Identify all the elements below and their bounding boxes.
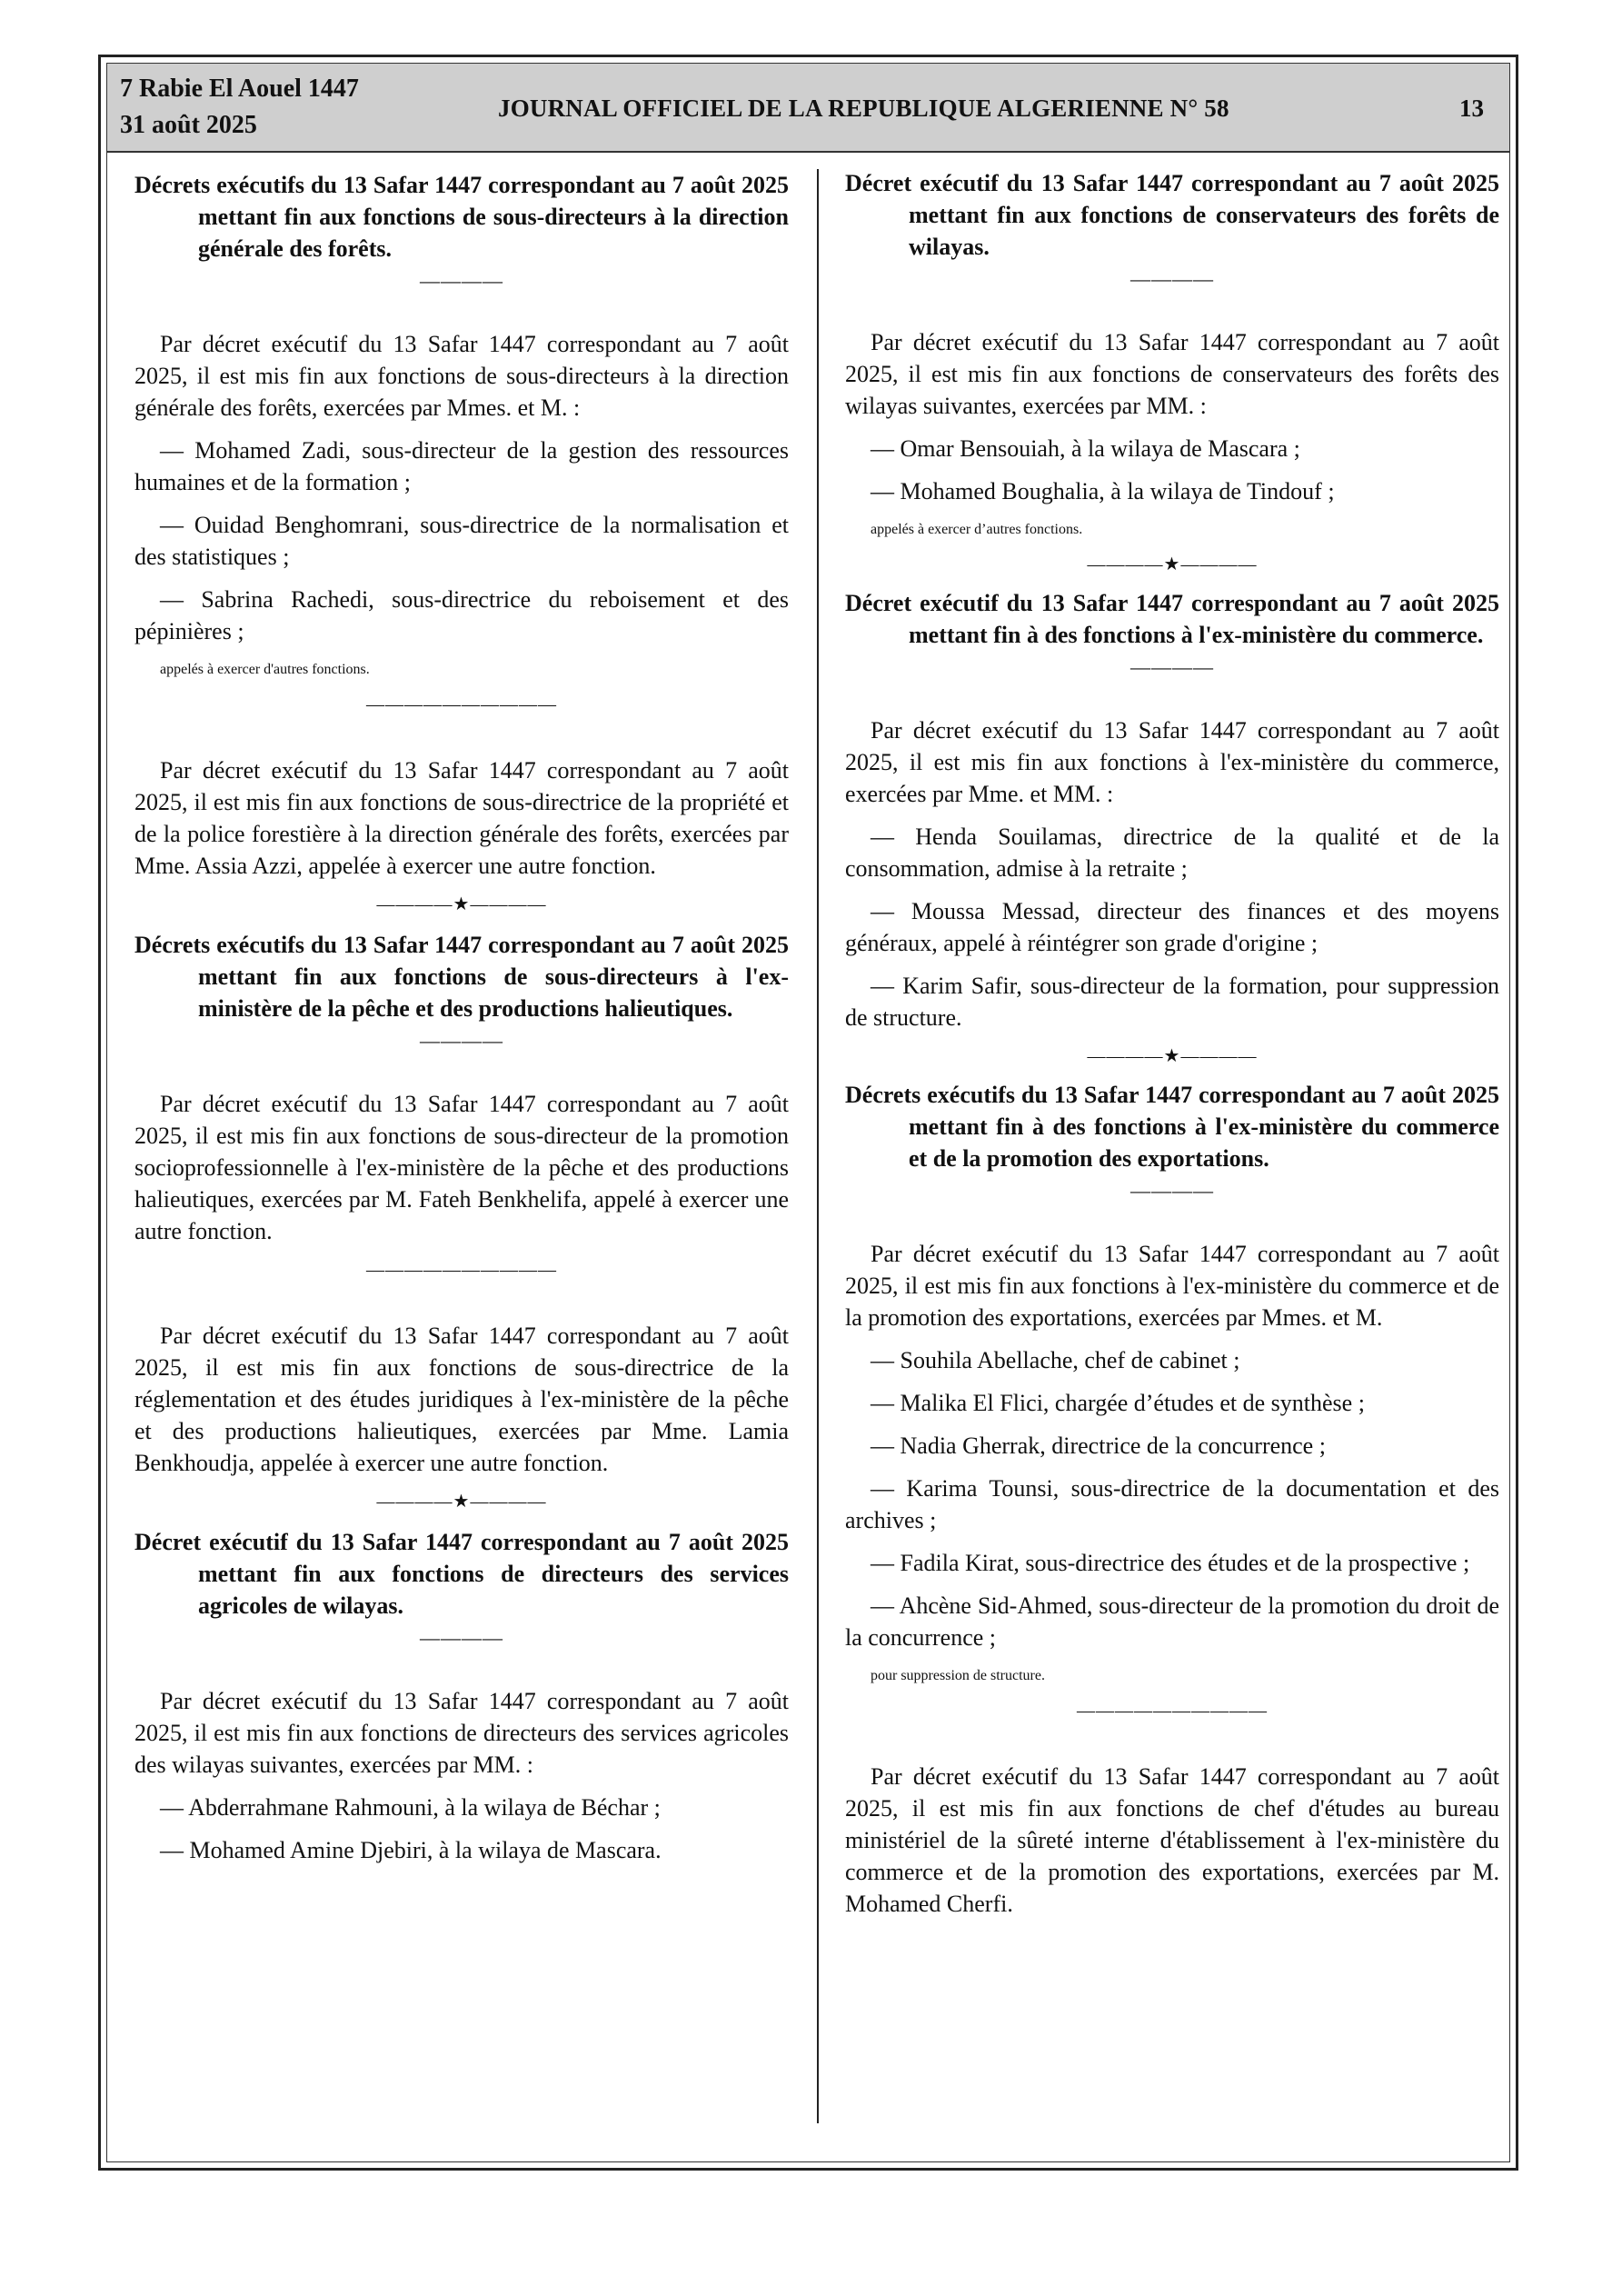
separator: —————————— <box>1077 1701 1268 1721</box>
decree-paragraph: Par décret exécutif du 13 Safar 1447 correspondant au 7 août 2025, il est mis fin aux fonctions de sous-directrice de la propriété et de la police forestière à la direction générale des forêts, exercées par Mme. Assia Azzi, appelée à exercer une autre fonction. <box>134 757 789 879</box>
column-divider <box>817 169 819 2123</box>
list-item: — Ahcène Sid-Ahmed, sous-directeur de la promotion du droit de la concurrence ; <box>845 1592 1499 1651</box>
decree-closing: appelés à exercer d'autres fonctions. <box>160 662 370 677</box>
list-item: — Sabrina Rachedi, sous-directrice du reboisement et des pépinières ; <box>134 586 789 644</box>
decree-section <box>845 1079 1499 1920</box>
decree-paragraph: Par décret exécutif du 13 Safar 1447 correspondant au 7 août 2025, il est mis fin aux fonctions de sous-directeurs à la direction générale des forêts, exercées par Mmes. et M. : <box>134 331 789 421</box>
header-date-hijri: 7 Rabie El Aouel 1447 <box>120 75 359 103</box>
page-header <box>107 64 1509 153</box>
list-item: — Malika El Flici, chargée d’études et de synthèse ; <box>871 1390 1365 1416</box>
decree-paragraph: Par décret exécutif du 13 Safar 1447 correspondant au 7 août 2025, il est mis fin aux fonctions de chef d'études au bureau ministériel de la sûreté interne d'établissement à l'ex-ministère du commerce et de la promotion des exportations, exercées par M. Mohamed Cherfi. <box>845 1763 1499 1917</box>
decree-section <box>845 167 1499 576</box>
decree-title: Décrets exécutifs du 13 Safar 1447 correspondant au 7 août 2025 mettant fin à des fonctions à l'ex-ministère du commerce et de la promotion des exportations. <box>845 1082 1499 1172</box>
decree-closing: appelés à exercer d’autres fonctions. <box>871 522 1083 537</box>
list-item: — Karima Tounsi, sous-directrice de la documentation et des archives ; <box>845 1475 1499 1533</box>
separator: ———— <box>420 1029 503 1052</box>
decree-paragraph: Par décret exécutif du 13 Safar 1447 correspondant au 7 août 2025, il est mis fin aux fonctions à l'ex-ministère du commerce et de la promotion des exportations, exercées par Mmes. et M. <box>845 1241 1499 1331</box>
decree-paragraph: Par décret exécutif du 13 Safar 1447 correspondant au 7 août 2025, il est mis fin aux fonctions à l'ex-ministère du commerce, exercées par Mme. et MM. : <box>845 717 1499 807</box>
page-frame-inner <box>106 63 1510 2162</box>
list-item: — Henda Souilamas, directrice de la qualité et de la consommation, admise à la retraite ; <box>845 824 1499 882</box>
header-date-gregorian: 31 août 2025 <box>120 111 257 139</box>
separator: ———— <box>1130 267 1214 290</box>
separator: ———— <box>420 1626 503 1649</box>
separator: —————————— <box>366 1260 557 1280</box>
decree-closing: pour suppression de structure. <box>871 1668 1045 1683</box>
list-item: — Abderrahmane Rahmouni, à la wilaya de Béchar ; <box>160 1794 661 1821</box>
decree-section <box>845 587 1499 1068</box>
list-item: — Fadila Kirat, sous-directrice des études et de la prospective ; <box>871 1550 1470 1576</box>
separator-star: ————★———— <box>376 894 547 914</box>
list-item: — Karim Safir, sous-directeur de la formation, pour suppression de structure. <box>845 973 1499 1031</box>
page-number: 13 <box>1459 95 1484 122</box>
list-item: — Nadia Gherrak, directrice de la concurrence ; <box>871 1433 1326 1459</box>
decree-title: Décrets exécutifs du 13 Safar 1447 correspondant au 7 août 2025 mettant fin aux fonctions de sous-directeurs à l'ex-ministère de la pêche et des productions halieutiques. <box>134 932 789 1022</box>
separator-star: ————★———— <box>376 1492 547 1512</box>
decree-section <box>134 169 789 916</box>
separator: ———— <box>1130 655 1214 678</box>
decree-paragraph: Par décret exécutif du 13 Safar 1447 correspondant au 7 août 2025, il est mis fin aux fonctions de sous-directrice de la réglementation et des études juridiques à l'ex-ministère de la pêche et des productions halieutiques, exercées par Mme. Lamia Benkhoudja, appelée à exercer une autre fonction. <box>134 1323 789 1476</box>
page-frame <box>98 55 1518 2171</box>
decree-section <box>134 929 789 1513</box>
list-item: — Mohamed Boughalia, à la wilaya de Tindouf ; <box>871 478 1335 504</box>
decree-paragraph: Par décret exécutif du 13 Safar 1447 correspondant au 7 août 2025, il est mis fin aux fonctions de sous-directeur de la promotion socioprofessionnelle à l'ex-ministère de la pêche et des productions halieutiques, exercées par M. Fateh Benkhelifa, appelé à exercer une autre fonction. <box>134 1091 789 1244</box>
right-column <box>845 169 1499 1931</box>
left-column <box>134 169 789 1877</box>
list-item: — Omar Bensouiah, à la wilaya de Mascara ; <box>871 435 1300 462</box>
decree-title: Décret exécutif du 13 Safar 1447 correspondant au 7 août 2025 mettant fin aux fonctions de directeurs des services agricoles de wilayas. <box>134 1529 789 1619</box>
decree-title: Décret exécutif du 13 Safar 1447 correspondant au 7 août 2025 mettant fin à des fonctions à l'ex-ministère du commerce. <box>845 590 1499 648</box>
separator-star: ————★———— <box>1087 554 1258 574</box>
separator: —————————— <box>366 694 557 714</box>
separator: ———— <box>420 269 503 292</box>
decree-section <box>134 1526 789 1866</box>
list-item: — Souhila Abellache, chef de cabinet ; <box>871 1347 1240 1373</box>
separator: ———— <box>1130 1179 1214 1202</box>
decree-paragraph: Par décret exécutif du 13 Safar 1447 correspondant au 7 août 2025, il est mis fin aux fonctions de conservateurs des forêts des wilayas suivantes, exercées par MM. : <box>845 329 1499 419</box>
decree-title: Décret exécutif du 13 Safar 1447 correspondant au 7 août 2025 mettant fin aux fonctions de conservateurs des forêts de wilayas. <box>845 170 1499 260</box>
list-item: — Mohamed Zadi, sous-directeur de la gestion des ressources humaines et de la formation ; <box>134 437 789 495</box>
decree-paragraph: Par décret exécutif du 13 Safar 1447 correspondant au 7 août 2025, il est mis fin aux fonctions de directeurs des services agricoles des wilayas suivantes, exercées par MM. : <box>134 1688 789 1778</box>
header-dates <box>120 71 359 144</box>
list-item: — Ouidad Benghomrani, sous-directrice de la normalisation et des statistiques ; <box>134 512 789 570</box>
decree-title: Décrets exécutifs du 13 Safar 1447 correspondant au 7 août 2025 mettant fin aux fonctions de sous-directeurs à la direction générale des forêts. <box>134 172 789 262</box>
list-item: — Moussa Messad, directeur des finances et des moyens généraux, appelé à réintégrer son grade d'origine ; <box>845 898 1499 956</box>
list-item: — Mohamed Amine Djebiri, à la wilaya de Mascara. <box>160 1837 662 1863</box>
separator-star: ————★———— <box>1087 1046 1258 1066</box>
journal-title: JOURNAL OFFICIEL DE LA REPUBLIQUE ALGERIENNE N° 58 <box>498 95 1229 122</box>
